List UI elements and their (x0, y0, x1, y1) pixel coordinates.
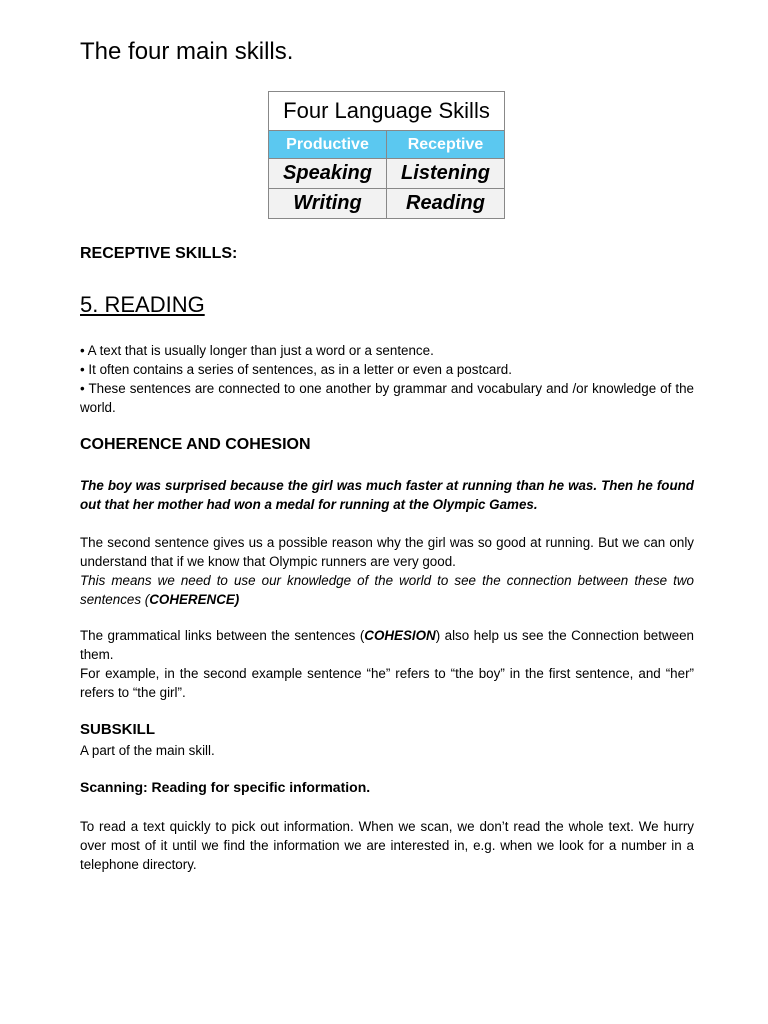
page-title: The four main skills. (80, 38, 294, 65)
subskill-definition: A part of the main skill. (80, 743, 215, 758)
table-column-productive: Productive (269, 131, 387, 159)
table-heading: Four Language Skills (269, 92, 505, 131)
table-column-receptive: Receptive (387, 131, 505, 159)
cohesion-term: COHESION (364, 628, 436, 643)
table-cell-speaking: Speaking (269, 159, 387, 189)
reading-heading: 5. READING (80, 292, 205, 317)
bullet-item: • It often contains a series of sentences, as in a letter or even a postcard. (80, 362, 512, 377)
scanning-heading: Scanning: Reading for specific information. (80, 779, 371, 795)
bullet-item: • A text that is usually longer than just a word or a sentence. (80, 343, 434, 358)
coherence-text: The second sentence gives us a possible reason why the girl was so good at running. But we can only understand that if we know that Olympic runners are very good. (80, 535, 694, 569)
receptive-skills-heading: RECEPTIVE SKILLS: (80, 245, 238, 262)
cohesion-text-pre: The grammatical links between the sentences ( (80, 628, 365, 643)
cohesion-text-post: ) also help us see the Connection between them. (80, 628, 694, 662)
cohesion-paragraph (80, 626, 694, 702)
reading-bullet-list (80, 341, 694, 417)
table-cell-listening: Listening (387, 159, 505, 189)
table-cell-reading: Reading (387, 189, 505, 219)
cohesion-example: For example, in the second example sentence “he” refers to “the boy” in the first sentence, and “her” refers to “the girl”. (80, 666, 694, 700)
coherence-paragraph (80, 533, 694, 609)
bullet-item: • These sentences are connected to one another by grammar and vocabulary and /or knowledge of the world. (80, 381, 694, 415)
coherence-italic-text: This means we need to use our knowledge of the world to see the connection between these two sentences ( (80, 573, 694, 607)
example-sentence: The boy was surprised because the girl was much faster at running than he was. Then he found out that her mother had won a medal for running at the Olympic Games. (80, 478, 694, 512)
subskill-heading: SUBSKILL (80, 721, 155, 738)
table-cell-writing: Writing (269, 189, 387, 219)
coherence-heading: COHERENCE AND COHESION (80, 436, 311, 453)
language-skills-table (268, 91, 505, 219)
coherence-term: COHERENCE) (149, 592, 240, 607)
scanning-text: To read a text quickly to pick out information. When we scan, we don’t read the whole text. We hurry over most of it until we find the information we are interested in, e.g. when we look for a number in a telephone directory. (80, 819, 694, 872)
